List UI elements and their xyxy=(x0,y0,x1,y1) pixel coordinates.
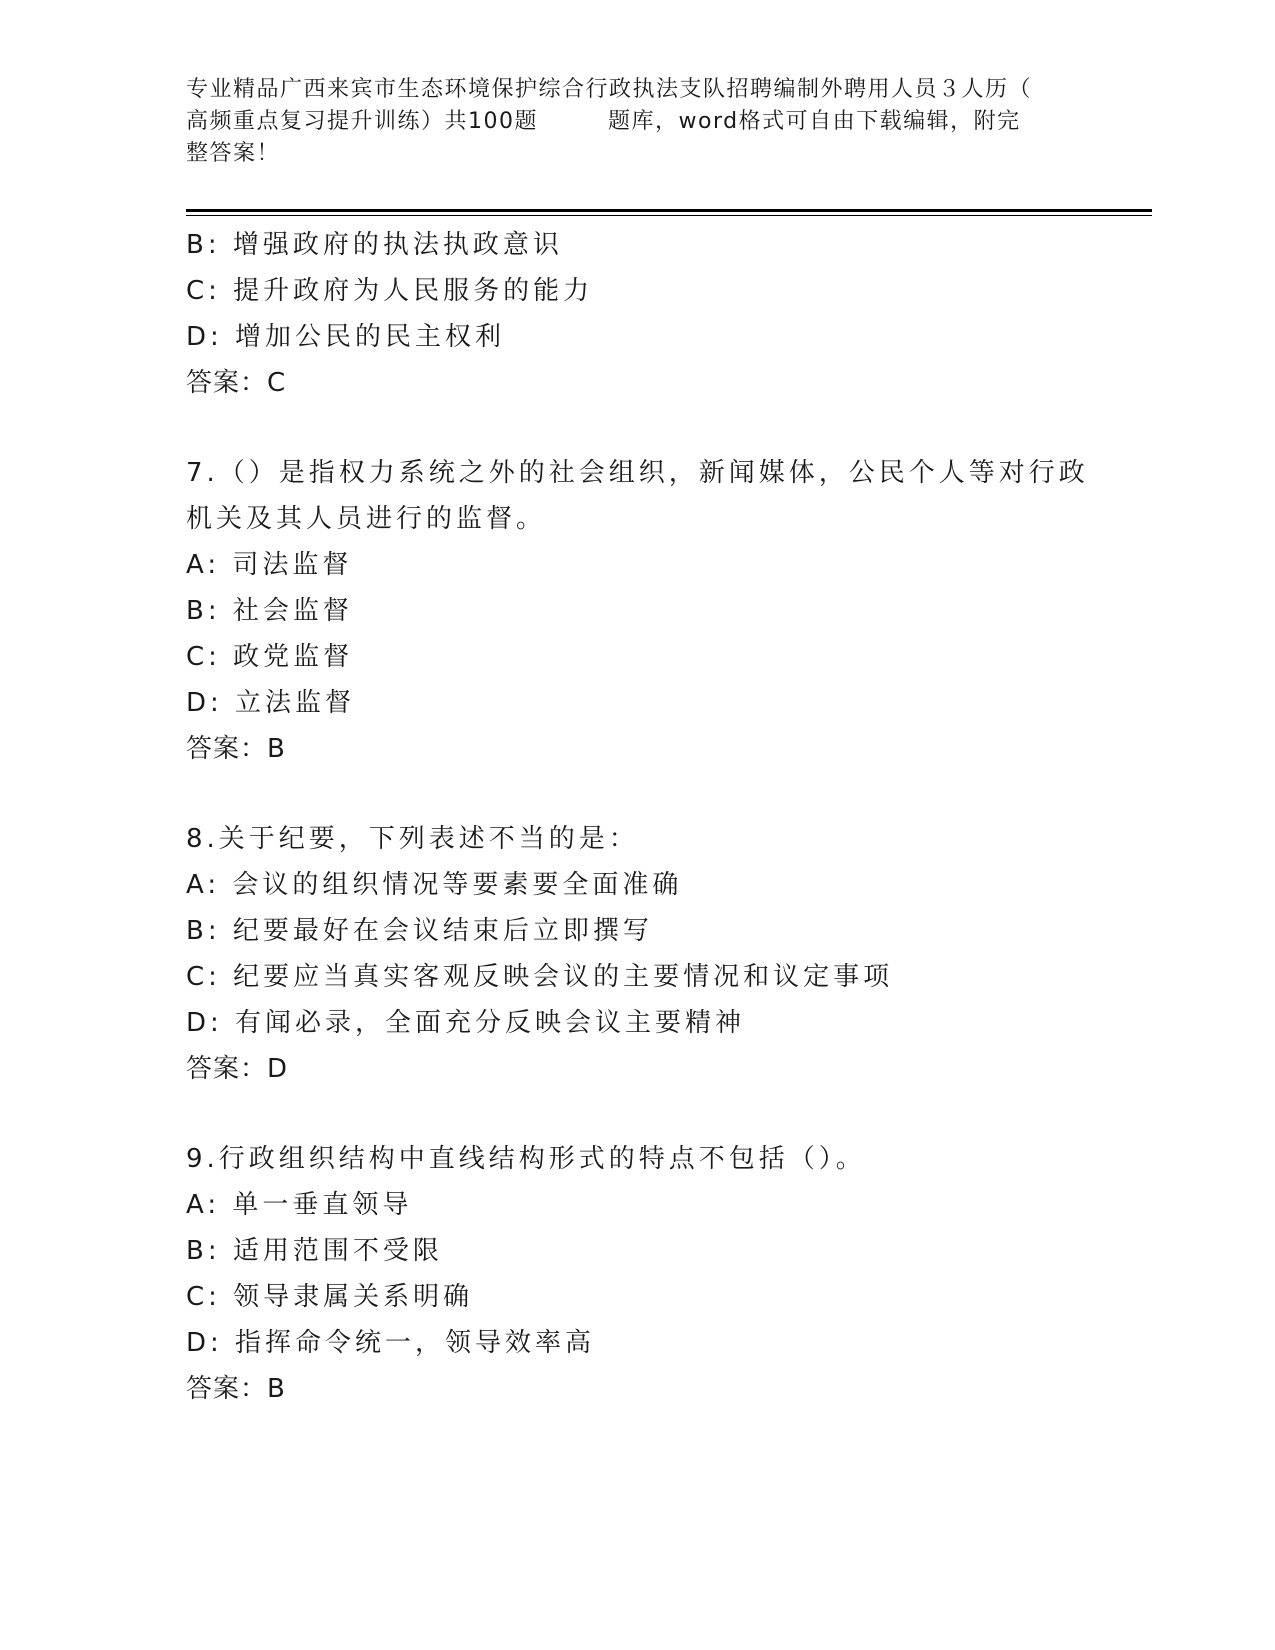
question-stem: 8.关于纪要，下列表述不当的是： xyxy=(186,824,639,854)
option-a: A: 单一垂直领导 xyxy=(186,1190,413,1220)
option-d: D: 增加公民的民主权利 xyxy=(186,322,506,352)
option-d: D: 立法监督 xyxy=(186,688,356,718)
answer: 答案：B xyxy=(186,734,286,764)
option-a: A: 司法监督 xyxy=(186,550,353,580)
header-divider-thin xyxy=(186,215,1152,216)
option-b: B: 增强政府的执法执政意识 xyxy=(186,230,563,260)
header-line-2 xyxy=(186,106,1086,138)
option-c: C: 提升政府为人民服务的能力 xyxy=(186,276,594,306)
document-body xyxy=(186,222,1089,1412)
question-stem-continued: 机关及其人员进行的监督。 xyxy=(186,504,547,534)
question-stem: 9.行政组织结构中直线结构形式的特点不包括（）。 xyxy=(186,1144,866,1174)
answer: 答案：D xyxy=(186,1054,289,1084)
question-6-tail xyxy=(186,222,1086,406)
question-stem: 7.（）是指权力系统之外的社会组织，新闻媒体，公民个人等对行政 xyxy=(186,458,1089,488)
question-9 xyxy=(186,1136,1086,1412)
option-b: B: 纪要最好在会议结束后立即撰写 xyxy=(186,916,653,946)
option-d: D: 指挥命令统一，领导效率高 xyxy=(186,1328,596,1358)
answer: 答案：C xyxy=(186,368,287,398)
option-a: A: 会议的组织情况等要素要全面准确 xyxy=(186,870,683,900)
header-divider-thick xyxy=(186,209,1152,212)
option-c: C: 政党监督 xyxy=(186,642,354,672)
header-line-3: 整答案！ xyxy=(186,141,281,166)
question-8 xyxy=(186,816,1086,1092)
option-b: B: 适用范围不受限 xyxy=(186,1236,443,1266)
header-line-2a: 高频重点复习提升训练）共100题 xyxy=(186,109,538,134)
option-b: B: 社会监督 xyxy=(186,596,353,626)
header-line-2b: 题库，word格式可自由下载编辑，附完 xyxy=(608,109,1021,134)
document-header xyxy=(186,74,1086,170)
option-d: D: 有闻必录，全面充分反映会议主要精神 xyxy=(186,1008,746,1038)
question-7 xyxy=(186,450,1089,772)
header-line-1: 专业精品广西来宾市生态环境保护综合行政执法支队招聘编制外聘用人员３人历（ xyxy=(186,77,1033,102)
option-c: C: 纪要应当真实客观反映会议的主要情况和议定事项 xyxy=(186,962,894,992)
option-c: C: 领导隶属关系明确 xyxy=(186,1282,474,1312)
answer: 答案：B xyxy=(186,1374,286,1404)
